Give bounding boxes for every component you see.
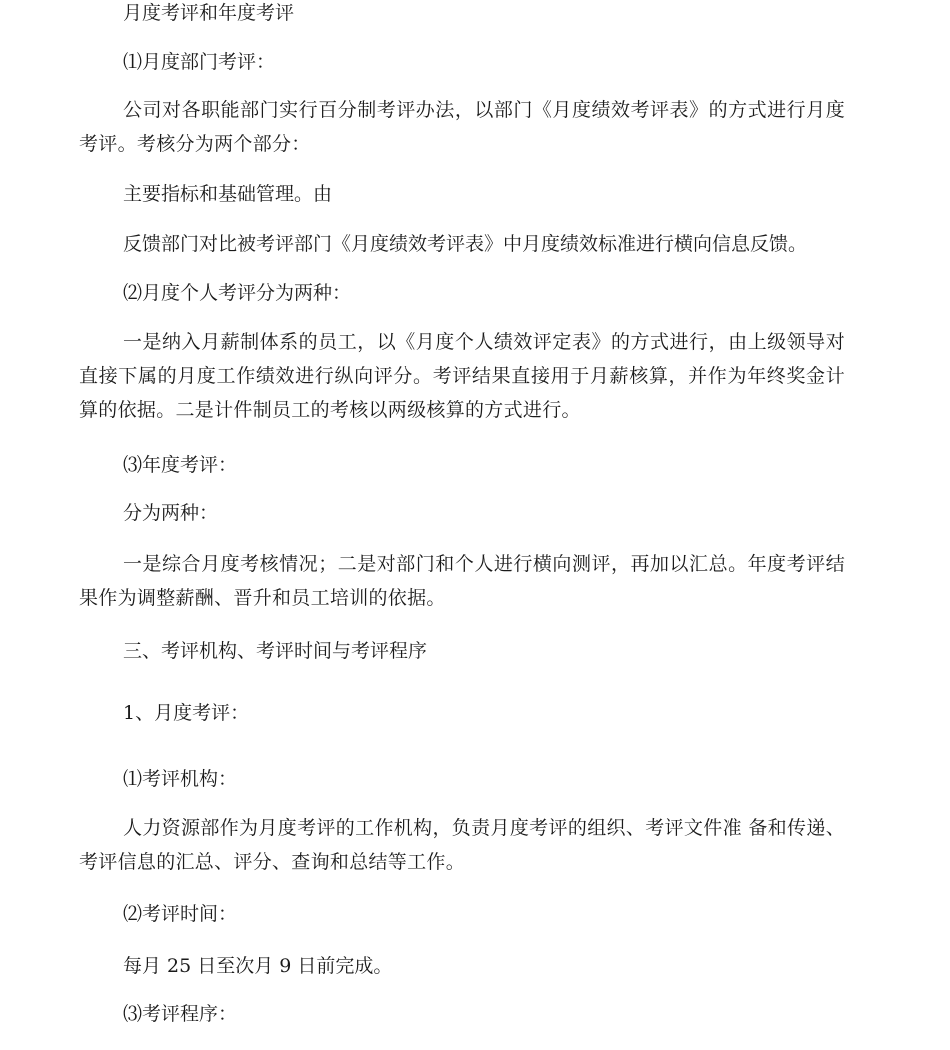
paragraph-personal-method: 一是纳入月薪制体系的员工，以《月度个人绩效评定表》的方式进行，由上级领导对直接下属的月度工作绩效进行纵向评分。考评结果直接用于月薪核算，并作为年终奖金计算的依据。二是计件制员工的考核以两级核算的方式进行。 bbox=[79, 331, 845, 421]
subheading-review-body: ⑴考评机构： bbox=[123, 768, 238, 790]
section-heading-three: 三、考评机构、考评时间与考评程序 bbox=[123, 640, 428, 662]
section-heading-monthly-annual: 月度考评和年度考评 bbox=[123, 2, 295, 24]
subheading-review-time: ⑵考评时间： bbox=[123, 903, 238, 925]
paragraph-hr-department: 人力资源部作为月度考评的工作机构，负责月度考评的组织、考评文件准 备和传递、考评信息的汇总、评分、查询和总结等工作。 bbox=[79, 817, 845, 873]
subheading-monthly-review: 1、月度考评： bbox=[123, 702, 250, 724]
paragraph-main-indicators: 主要指标和基础管理。由 bbox=[123, 183, 333, 205]
paragraph-review-deadline: 每月 25 日至次月 9 日前完成。 bbox=[123, 955, 393, 977]
subheading-annual: ⑶年度考评： bbox=[123, 454, 238, 476]
paragraph-department-method: 公司对各职能部门实行百分制考评办法，以部门《月度绩效考评表》的方式进行月度考评。考核分为两个部分： bbox=[79, 99, 845, 155]
paragraph-annual-method: 一是综合月度考核情况；二是对部门和个人进行横向测评，再加以汇总。年度考评结果作为调整薪酬、晋升和员工培训的依据。 bbox=[79, 553, 845, 609]
subheading-review-procedure: ⑶考评程序： bbox=[123, 1003, 238, 1025]
paragraph-feedback: 反馈部门对比被考评部门《月度绩效考评表》中月度绩效标准进行横向信息反馈。 bbox=[123, 233, 808, 255]
subheading-monthly-department: ⑴月度部门考评： bbox=[123, 51, 276, 73]
paragraph-two-kinds: 分为两种： bbox=[123, 502, 219, 524]
subheading-monthly-personal: ⑵月度个人考评分为两种： bbox=[123, 282, 352, 304]
